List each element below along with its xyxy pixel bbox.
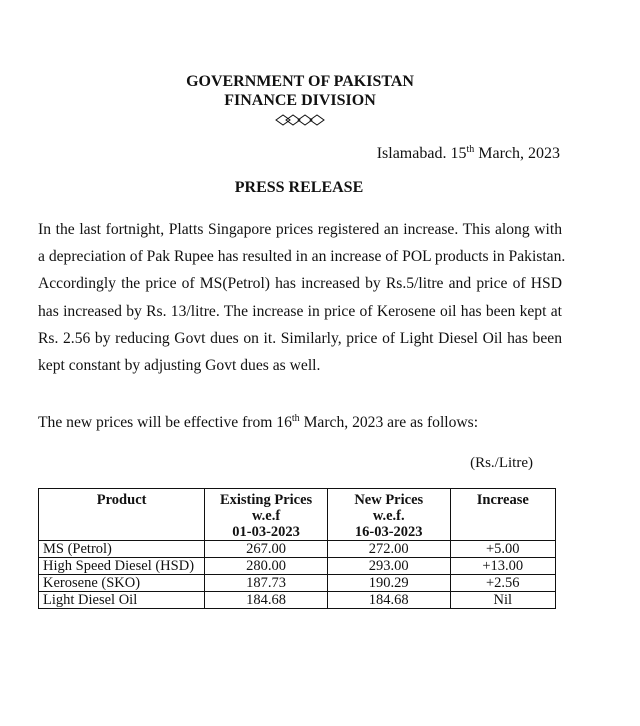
paragraph-line: kept constant by adjusting Govt dues as well. (38, 357, 321, 375)
existing-price-cell: 280.00 (205, 558, 328, 575)
new-price-cell: 184.68 (327, 592, 450, 609)
new-price-cell: 190.29 (327, 575, 450, 592)
release-date: Islamabad. 15th March, 2023 (376, 144, 560, 162)
body-paragraph (38, 216, 566, 379)
product-cell: High Speed Diesel (HSD) (39, 558, 205, 575)
product-cell: Light Diesel Oil (39, 592, 205, 609)
price-table (38, 488, 556, 609)
unit-label: (Rs./Litre) (470, 455, 533, 471)
product-cell: MS (Petrol) (39, 541, 205, 558)
increase-cell: +13.00 (450, 558, 555, 575)
existing-price-cell: 187.73 (205, 575, 328, 592)
press-release-heading: PRESS RELEASE (234, 179, 364, 196)
table-header-row (39, 489, 556, 541)
existing-price-cell: 267.00 (205, 541, 328, 558)
increase-cell: +5.00 (450, 541, 555, 558)
table-row (39, 541, 556, 558)
product-cell: Kerosene (SKO) (39, 575, 205, 592)
ornament-divider (274, 113, 326, 127)
header-product: Product (39, 489, 205, 541)
table-row (39, 592, 556, 609)
table-row (39, 575, 556, 592)
paragraph-line: has increased by Rs. 13/litre. The increase in price of Kerosene oil has been kept at (38, 302, 562, 320)
government-title: GOVERNMENT OF PAKISTAN (186, 73, 414, 90)
header-increase: Increase (450, 489, 555, 541)
new-price-cell: 293.00 (327, 558, 450, 575)
new-price-cell: 272.00 (327, 541, 450, 558)
paragraph-line: a depreciation of Pak Rupee has resulted in an increase of POL products in Pakistan. (38, 248, 566, 266)
division-title: FINANCE DIVISION (224, 92, 376, 109)
existing-price-cell: 184.68 (205, 592, 328, 609)
header-new-prices: New Prices w.e.f. 16-03-2023 (327, 489, 450, 541)
increase-cell: +2.56 (450, 575, 555, 592)
paragraph-line: In the last fortnight, Platts Singapore prices registered an increase. This along with (38, 221, 562, 238)
paragraph-line: Accordingly the price of MS(Petrol) has increased by Rs.5/litre and price of HSD (38, 275, 562, 293)
header-existing-prices: Existing Prices w.e.f 01-03-2023 (205, 489, 328, 541)
effective-date-note: The new prices will be effective from 16th March, 2023 are as follows: (38, 413, 479, 431)
table-row (39, 558, 556, 575)
paragraph-line: Rs. 2.56 by reducing Govt dues on it. Similarly, price of Light Diesel Oil has been (38, 329, 562, 347)
increase-cell: Nil (450, 592, 555, 609)
